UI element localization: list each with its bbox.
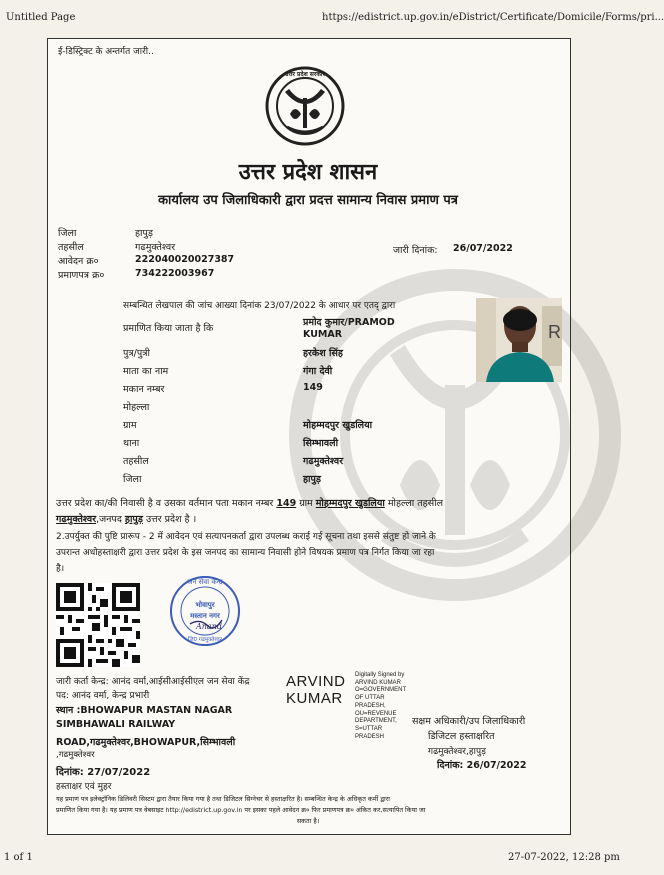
certificate-subtitle: कार्यालय उप जिलाधिकारी द्वारा प्रदत्त सामान्य निवास प्रमाण पत्र: [158, 193, 458, 208]
para1-text-a: उत्तर प्रदेश का/की निवासी है व उसका वर्तमान पता मकान नम्बर: [56, 498, 274, 509]
stamp-bottom-text: जि0 गढमुक्तेश्वर: [188, 637, 222, 643]
name-value-line1: प्रमोद कुमार/PRAMOD: [303, 317, 395, 328]
mother-name-label: माता का नाम: [123, 366, 169, 377]
district-field-value: हापुड़: [303, 474, 321, 485]
para2-line3: है।: [56, 564, 65, 574]
authority-title: सक्षम अधिकारी/उप जिलाधिकारी: [412, 716, 526, 727]
browser-url: https://edistrict.up.gov.in/eDistrict/Certificate/Domicile/Forms/pri...: [322, 12, 664, 23]
digital-sign-line: O=GOVERNMENT: [355, 687, 407, 694]
emblem-text: उत्तर प्रदेश सरकार: [285, 71, 325, 78]
applicant-photo: [476, 298, 562, 382]
para1-tehsil: गढमुक्तेश्वर: [56, 514, 97, 525]
govt-title: उत्तर प्रदेश शासन: [238, 160, 378, 185]
digital-sign-line: PRADESH,: [355, 702, 386, 709]
residence-paragraph: [56, 496, 443, 509]
digital-sign-line: PRADESH: [355, 733, 385, 740]
browser-page-title: Untitled Page: [6, 12, 76, 23]
issued-under-note: ई-डिस्ट्रिक्ट के अन्तर्गत जारी..: [58, 47, 154, 57]
name-value-line2: KUMAR: [303, 329, 343, 340]
para1-district: हापुड़: [124, 514, 143, 525]
stamp-mid-text-1: भोवापुर: [195, 601, 215, 609]
father-name-value: हरकेश सिंह: [303, 348, 343, 359]
tehsil-field-value: गढमुक्तेश्वर: [303, 456, 344, 467]
address-line-4: ,गढमुक्तेश्वर: [56, 750, 95, 760]
para1-house-no: 149: [276, 498, 297, 509]
qr-code-icon: [56, 583, 140, 667]
father-name-label: पुत्र/पुत्री: [123, 348, 150, 359]
page-count: 1 of 1: [4, 852, 33, 863]
certified-label: प्रमाणित किया जाता है कि: [123, 323, 214, 334]
authority-place: गढमुक्तेश्वर,हापुड़: [428, 747, 486, 757]
police-station-label: थाना: [123, 438, 140, 449]
para1-village: मोहम्मदपुर खुडलिया: [315, 498, 385, 509]
stamp-mid-text-2: मस्तान नगर: [190, 612, 220, 620]
footer-note-line2: प्रमाणित किया गया है। यह प्रमाण पत्र वेबसाइट http://edistrict.up.gov.in पर इसका पहले आवेदन क्र० फिर प्रमाणपत्र क्र० अंकित कर,सत्यापित किया जा: [56, 806, 426, 814]
digital-sign-line: S=UTTAR: [355, 725, 383, 732]
footer-note-line1: यह प्रमाण पत्र इलेक्ट्रॉनिक डिलिवरी सिस्टम द्वारा तैयार किया गया है तथा डिजिटल सिग्नेचर से हस्ताक्षरित है। सम्बन्धित केन्द्र के अधिकृत कर्मी द्वारा: [56, 795, 390, 803]
application-no-label: आवेदन क्र०: [58, 256, 99, 267]
para1-text-d: ,जनपद: [96, 514, 122, 525]
residence-paragraph-line2: [56, 512, 196, 525]
address-line-3: ROAD,गढमुक्तेश्वर,BHOWAPUR,सिम्भावली: [56, 737, 236, 748]
village-value: मोहम्मदपुर खुडलिया: [303, 420, 373, 431]
svg-text:R: R: [548, 322, 561, 342]
digital-sign-line: DEPARTMENT,: [355, 718, 397, 725]
digital-signer-name-2: KUMAR: [286, 690, 343, 707]
certificate-no-label: प्रमाणपत्र क्र०: [58, 270, 105, 281]
certificate-no-value: 734222003967: [135, 268, 215, 279]
stamp-signature: Anand: [196, 622, 222, 631]
digital-sign-line: OU=REVENUE: [355, 710, 397, 717]
digitally-signed-label: डिजिटल हस्ताक्षरित: [428, 731, 495, 742]
tehsil-label: तहसील: [58, 242, 84, 253]
district-value: हापुड़: [135, 228, 153, 239]
stamp-top-text: जन सेवा केन्द्र: [187, 578, 223, 586]
house-no-value: 149: [303, 382, 323, 393]
issue-date-value: 26/07/2022: [453, 243, 513, 254]
digital-signature-block: [355, 672, 406, 741]
authority-date: दिनांक: 26/07/2022: [437, 760, 527, 771]
tehsil-value: गढमुक्तेश्वर: [135, 242, 176, 253]
print-datetime: 27-07-2022, 12:28 pm: [508, 852, 620, 863]
police-station-value: सिम्भावली: [303, 438, 339, 449]
address-line-2: SIMBHAWALI RAILWAY: [56, 719, 176, 730]
application-no-value: 222040020027387: [135, 254, 235, 265]
centre-date: दिनांक: 27/07/2022: [56, 767, 151, 778]
digital-sign-line: ARVIND KUMAR: [355, 679, 401, 686]
para2-line1: 2.उपर्युक्त की पुष्टि प्रारूप - 2 में आवेदन एवं सत्यापनकर्ता द्वारा उपलब्ध कराई गई सूचना तथा इससे संतुष्ट हो जाने के: [56, 532, 436, 542]
operator-line: पद: आनंद वर्मा, केन्द्र प्रभारी: [56, 691, 150, 701]
para1-text-c: मोहल्ला तहसील: [387, 498, 444, 509]
district-label: जिला: [58, 228, 77, 239]
para1-text-e: उत्तर प्रदेश है ।: [145, 514, 197, 525]
address-line-1: स्थान :BHOWAPUR MASTAN NAGAR: [56, 705, 233, 716]
intro-line: सम्बन्धित लेखपाल की जांच आख्या दिनांक 23/07/2022 के आधार पर एतद् द्वारा: [123, 301, 396, 311]
para1-text-b: ग्राम: [299, 498, 313, 509]
issue-date-label: जारी दिनांक:: [393, 245, 438, 256]
district-field-label: जिला: [123, 474, 142, 485]
digital-signer-name-1: ARVIND: [286, 673, 346, 690]
watermark-emblem-icon: [290, 235, 620, 635]
signature-seal-label: हस्ताक्षर एवं मुहर: [56, 782, 112, 792]
digital-sign-line: OF UTTAR: [355, 695, 385, 702]
tehsil-field-label: तहसील: [123, 456, 149, 467]
issuing-centre-line: जारी कर्ता केन्द्र: आनंद वर्मा,आईसीआईसीएल जन सेवा केंद्र: [56, 677, 250, 687]
mother-name-value: गंगा देवी: [303, 366, 333, 377]
para2-line2: उपरान्त अधोहस्ताक्षरी द्वारा उत्तर प्रदेश के इस जनपद का सामान्य निवासी होने विषयक प्रमाण पत्र निर्गत किया जा रहा: [56, 548, 435, 558]
digital-sign-line: Digitally Signed by: [355, 672, 405, 678]
village-label: ग्राम: [123, 420, 137, 431]
house-no-label: मकान नम्बर: [123, 384, 165, 395]
locality-label: मोहल्ला: [123, 402, 150, 413]
footer-note-line3: सकता है।: [296, 817, 320, 825]
